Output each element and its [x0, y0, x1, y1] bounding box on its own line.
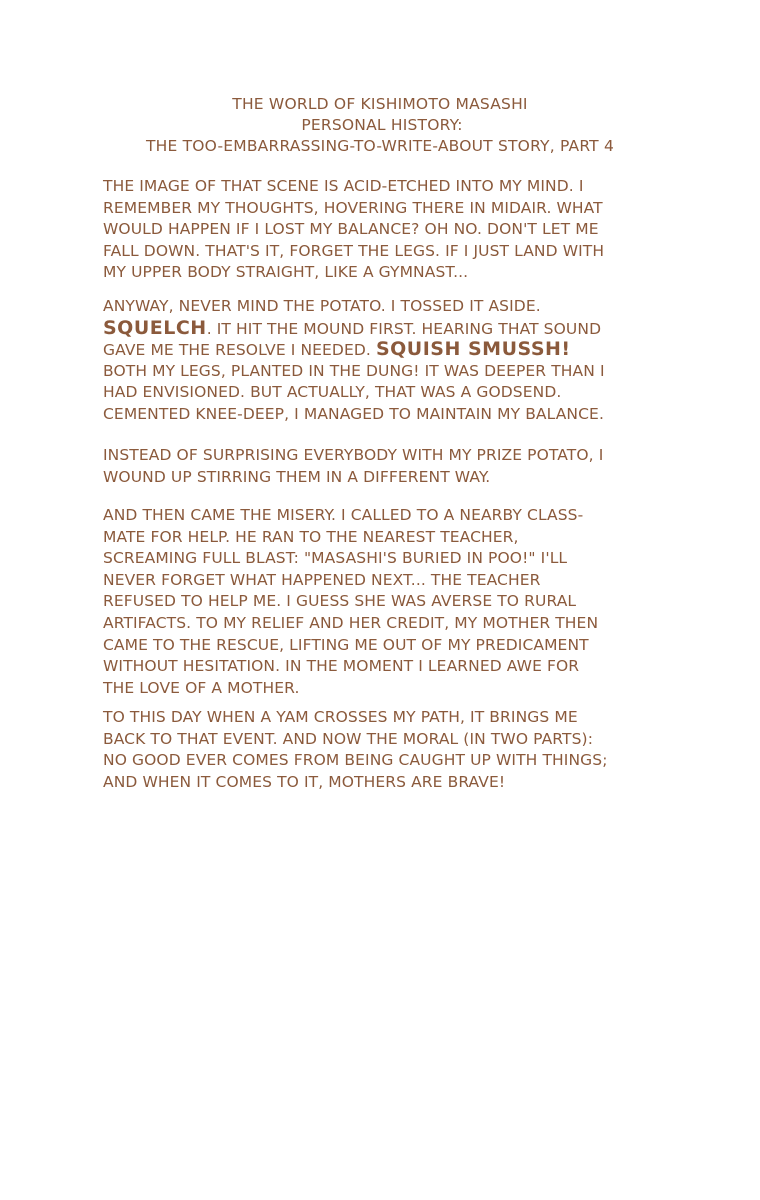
paragraph-line-text: GAVE ME THE RESOLVE I NEEDED.	[103, 341, 376, 360]
paragraph-line: WOUND UP STIRRING THEM IN A DIFFERENT WAY.	[103, 467, 491, 486]
heading-title: THE WORLD OF KISHIMOTO MASASHI	[232, 95, 528, 113]
paragraph-line: AND THEN CAME THE MISERY. I CALLED TO A NEARBY CLASS-	[103, 506, 584, 524]
paragraph-line-text: . IT HIT THE MOUND FIRST. HEARING THAT SOUND	[206, 319, 602, 338]
paragraph-line: WITHOUT HESITATION. IN THE MOMENT I LEARNED AWE FOR	[103, 657, 580, 676]
page-heading	[0, 94, 760, 157]
paragraph-2	[103, 296, 663, 426]
paragraph-line: REMEMBER MY THOUGHTS, HOVERING THERE IN MIDAIR. WHAT	[103, 198, 603, 217]
paragraph-line: MATE FOR HELP. HE RAN TO THE NEAREST TEACHER,	[103, 527, 519, 546]
paragraph-line: ANYWAY, NEVER MIND THE POTATO. I TOSSED IT ASIDE.	[103, 297, 541, 315]
paragraph-5	[103, 707, 663, 793]
paragraph-line	[103, 339, 663, 361]
paragraph-line: NEVER FORGET WHAT HAPPENED NEXT... THE TEACHER	[103, 570, 541, 589]
paragraph-line: SCREAMING FULL BLAST: "MASASHI'S BURIED IN POO!" I'LL	[103, 549, 568, 568]
paragraph-line: TO THIS DAY WHEN A YAM CROSSES MY PATH, IT BRINGS ME	[103, 708, 578, 726]
paragraph-line: THE IMAGE OF THAT SCENE IS ACID-ETCHED INTO MY MIND. I	[103, 177, 584, 195]
paragraph-line	[103, 318, 663, 340]
paragraph-line: NO GOOD EVER COMES FROM BEING CAUGHT UP WITH THINGS;	[103, 751, 608, 770]
paragraph-line: ARTIFACTS. TO MY RELIEF AND HER CREDIT, MY MOTHER THEN	[103, 613, 599, 632]
sound-effect-squish: SQUISH SMUSSH!	[375, 338, 571, 361]
paragraph-line: CEMENTED KNEE-DEEP, I MANAGED TO MAINTAIN MY BALANCE.	[103, 404, 604, 423]
paragraph-line: REFUSED TO HELP ME. I GUESS SHE WAS AVERSE TO RURAL	[103, 592, 577, 611]
paragraph-line: CAME TO THE RESCUE, LIFTING ME OUT OF MY PREDICAMENT	[103, 635, 589, 654]
paragraph-line: THE LOVE OF A MOTHER.	[103, 678, 300, 697]
paragraph-line: INSTEAD OF SURPRISING EVERYBODY WITH MY PRIZE POTATO, I	[103, 446, 604, 464]
paragraph-4	[103, 505, 663, 699]
paragraph-1	[103, 176, 663, 284]
paragraph-line: MY UPPER BODY STRAIGHT, LIKE A GYMNAST...	[103, 263, 469, 282]
paragraph-line: BOTH MY LEGS, PLANTED IN THE DUNG! IT WAS DEEPER THAN I	[103, 361, 605, 380]
paragraph-line: FALL DOWN. THAT'S IT, FORGET THE LEGS. IF I JUST LAND WITH	[103, 241, 605, 260]
paragraph-3	[103, 445, 663, 488]
sound-effect-squelch: SQUELCH	[103, 316, 207, 339]
heading-subtitle: PERSONAL HISTORY:	[301, 116, 463, 134]
paragraph-line: AND WHEN IT COMES TO IT, MOTHERS ARE BRAVE!	[103, 772, 506, 791]
paragraph-line: WOULD HAPPEN IF I LOST MY BALANCE? OH NO. DON'T LET ME	[103, 220, 599, 239]
heading-story-title: THE TOO-EMBARRASSING-TO-WRITE-ABOUT STORY, PART 4	[145, 137, 615, 155]
paragraph-line: HAD ENVISIONED. BUT ACTUALLY, THAT WAS A GODSEND.	[103, 383, 562, 402]
paragraph-line: BACK TO THAT EVENT. AND NOW THE MORAL (IN TWO PARTS):	[103, 729, 594, 748]
